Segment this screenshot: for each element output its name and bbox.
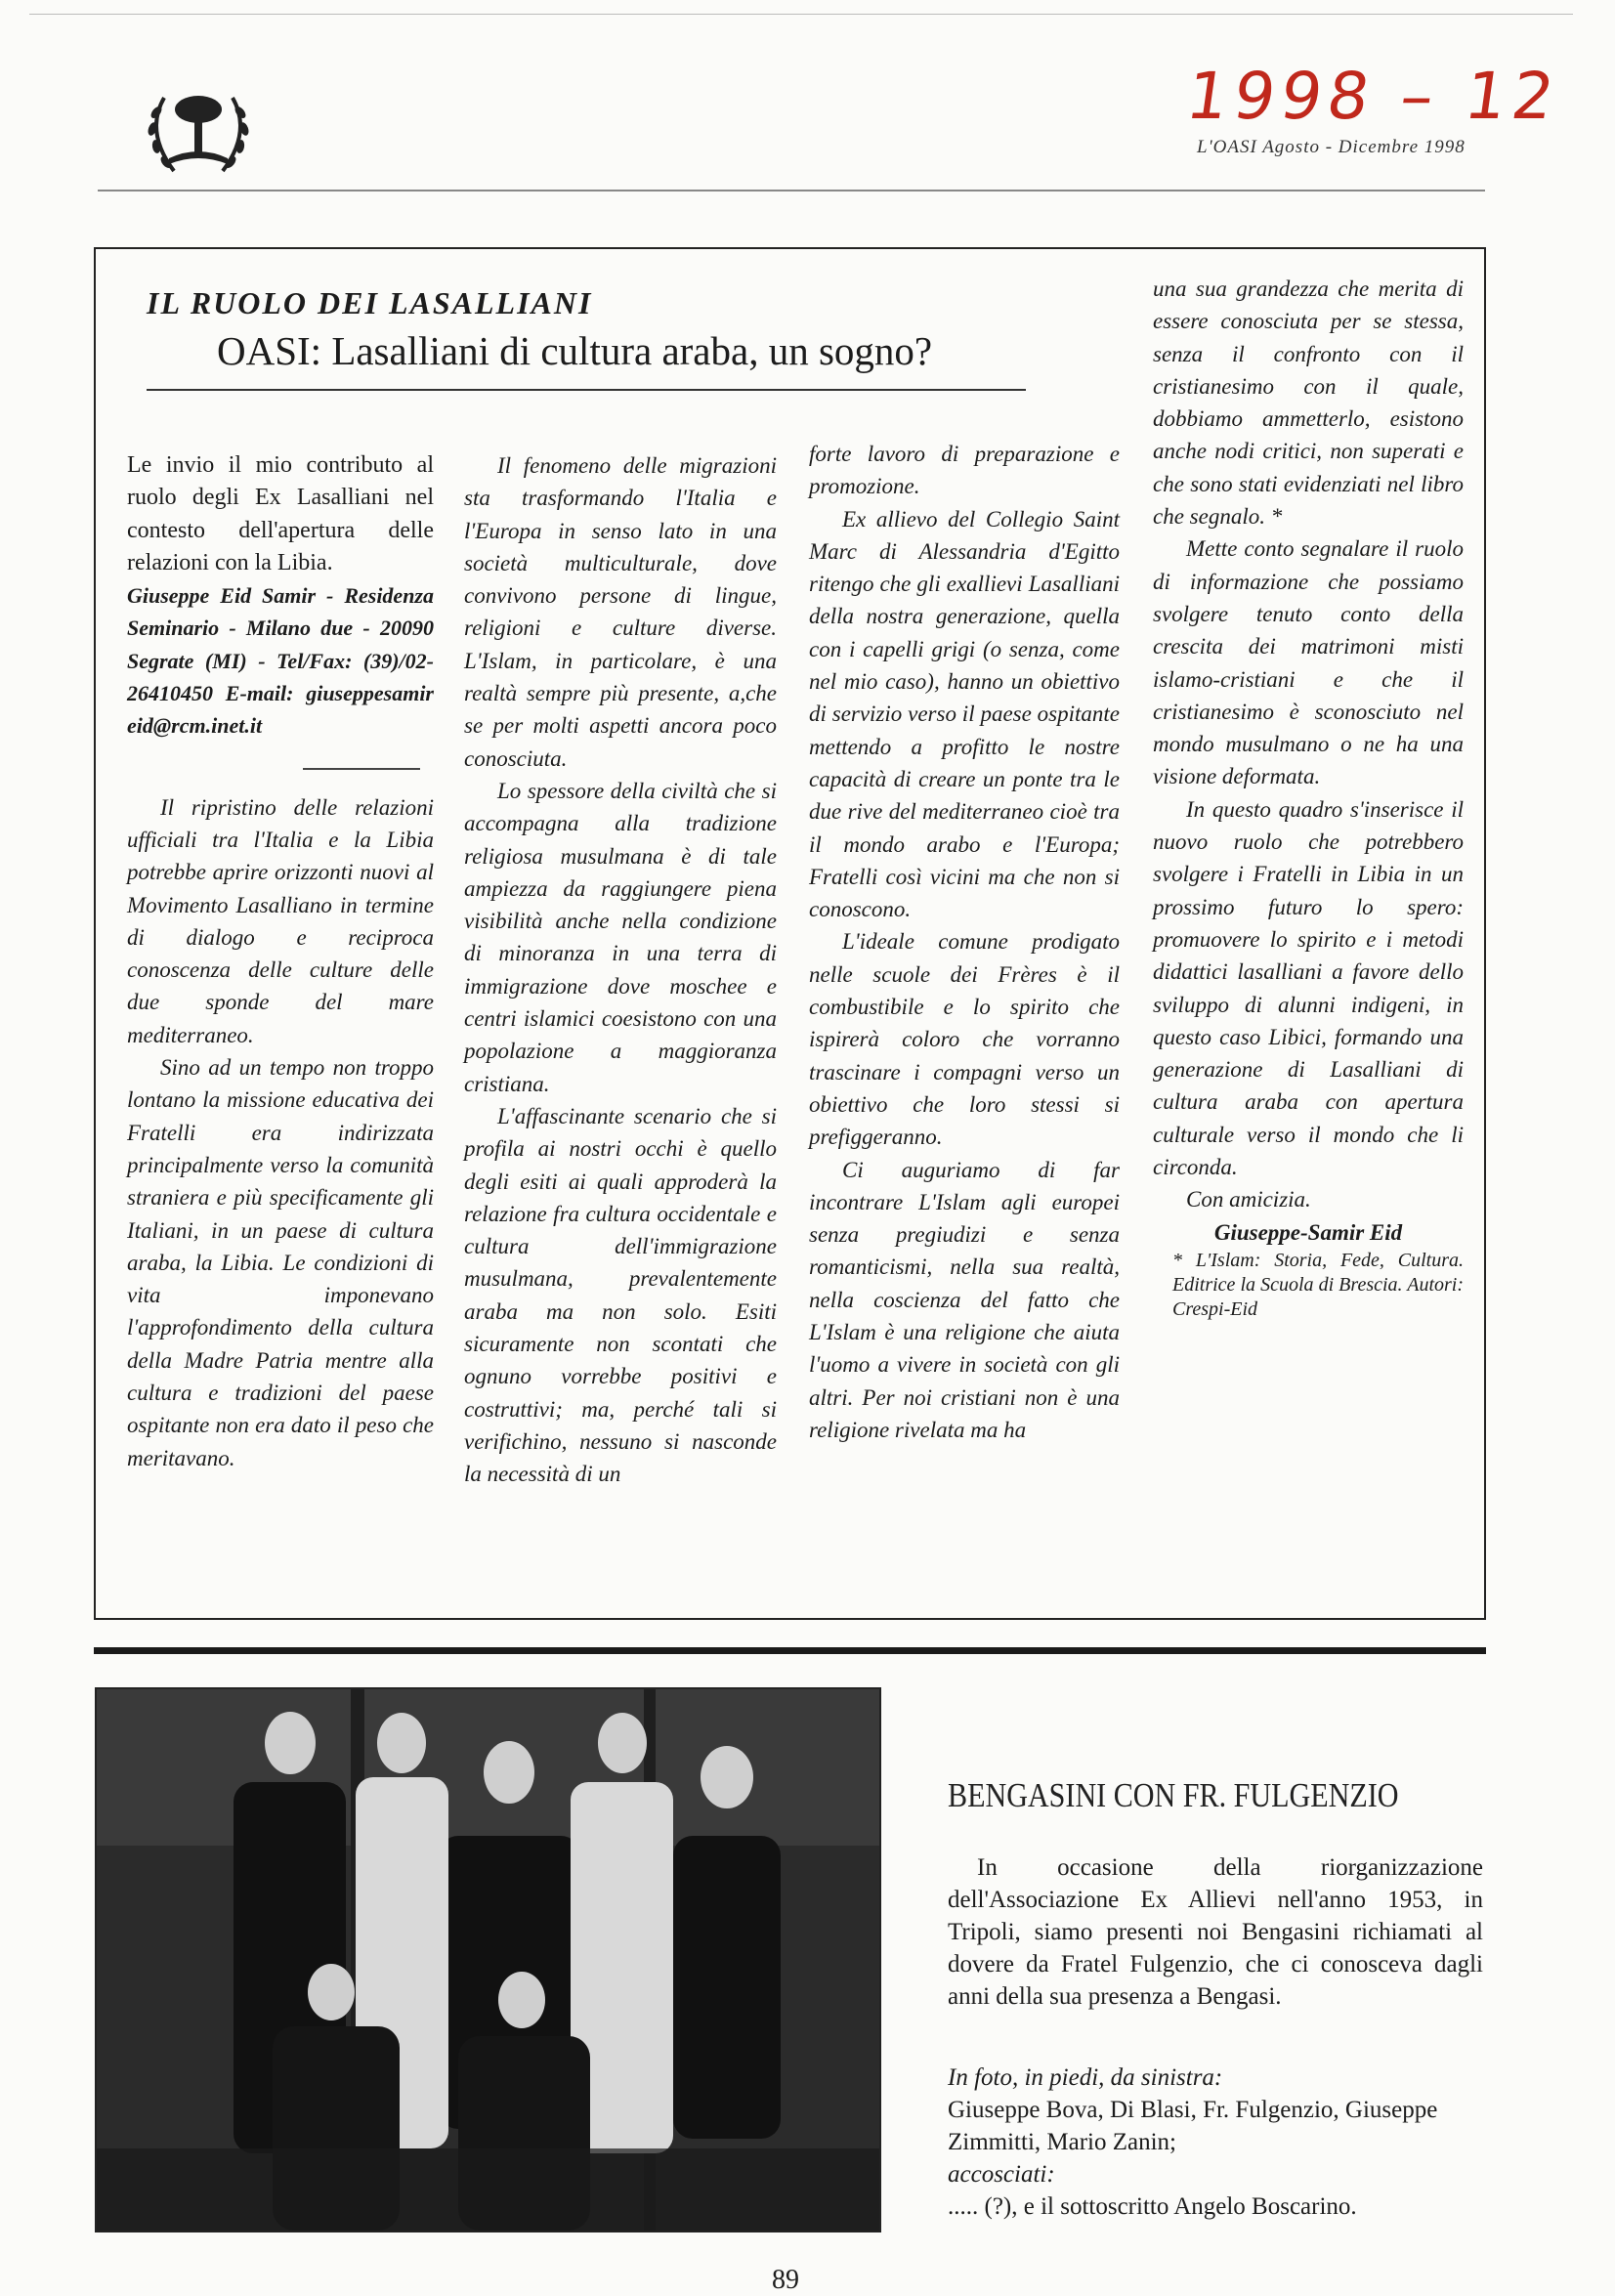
issue-line: L'OASI Agosto - Dicembre 1998 — [1197, 137, 1466, 157]
article-column-2 — [464, 449, 777, 1491]
bengasi-section-title: BENGASINI CON FR. FULGENZIO — [948, 1776, 1399, 1814]
lasallian-wreath-logo-icon — [135, 78, 262, 186]
section-divider — [94, 1647, 1486, 1654]
caption-names-standing: Giuseppe Bova, Di Blasi, Fr. Fulgenzio, Giuseppe Zimmitti, Mario Zanin; — [948, 2097, 1438, 2155]
article-column-1 — [127, 449, 434, 1474]
handwritten-date: 1998 – 12 — [1181, 59, 1565, 134]
paragraph: Mette conto segnalare il ruolo di informazione che possiamo svolgere tenuto conto della crescita dei matrimoni misti islamo-cristiani e che il cristianesimo è sconosciuto nel mondo musulmano o ne ha una visione deformata. — [1153, 536, 1464, 789]
footnote: * L'Islam: Storia, Fede, Cultura. Editrice la Scuola di Brescia. Autori: Crespi-Eid — [1172, 1249, 1464, 1320]
paragraph: Lo spessore della civiltà che si accompagna alla tradizione religiosa musulmana è di tale ampiezza da raggiungere piena visibilità anche nella condizione di minoranza in una terra di immigrazione dove moschee e centri islamici coesistono con una popolazione a maggioranza cristiana. — [464, 778, 777, 1096]
paragraph: In questo quadro s'inserisce il nuovo ruolo che potrebbero svolgere i Fratelli in Libia in un prossimo futuro lo spero: promuovere lo spirito e i metodi didattici lasalliani a favore dello sviluppo di alunni indigeni, in questo caso Libici, formando una generazione di Lasalliani di cultura araba con apertura culturale verso il mondo che li circonda. — [1153, 796, 1464, 1180]
paragraph: L'affascinante scenario che si profila ai nostri occhi è quello degli esiti ai quali approderà la relazione fra cultura occidentale e cultura dell'immigrazione musulmana, prevalentemente araba ma non solo. Esiti sicuramente non scontati che ognuno vorrebbe positivi e costruttivi; ma, perché tali si verifichino, nessuno si nasconde la necessità di un — [464, 1103, 777, 1487]
caption-names-crouching: ..... (?), e il sottoscritto Angelo Boscarino. — [948, 2193, 1357, 2220]
top-rule — [29, 14, 1573, 15]
header-rule — [98, 190, 1485, 191]
paragraph: L'ideale comune prodigato nelle scuole dei Frères è il combustibile e lo spirito che ispirerà coloro che vorranno trascinare i compagni verso un obiettivo che loro stessi si prefiggeranno. — [809, 929, 1120, 1150]
intro-paragraph: Le invio il mio contributo al ruolo degli Ex Lasalliani nel contesto dell'apertura delle relazioni con la Libia. — [127, 452, 434, 575]
bengasi-paragraph: In occasione della riorganizzazione dell'Associazione Ex Allievi nell'anno 1953, in Tripoli, siamo presenti noi Bengasini richiamati al dovere da Fratel Fulgenzio, che ci conosceva dagli anni della sua presenza a Bengasi. — [948, 1854, 1483, 2010]
author-contact: Giuseppe Eid Samir - Residenza Seminario - Milano due - 20090 Segrate (MI) - Tel/Fax: (39)/02-26410450 E-mail: giuseppesamir eid@rcm.inet.it — [127, 583, 434, 739]
caption-label-crouching: accosciati: — [948, 2161, 1055, 2188]
paragraph: Il fenomeno delle migrazioni sta trasformando l'Italia e l'Europa in senso lato in una società multiculturale, dove convivono persone di lingue, religioni e culture diverse. L'Islam, in particolare, è una realtà sempre più presente, a,che se per molti aspetti ancora poco conosciuta. — [464, 453, 777, 771]
paragraph: Ci auguriamo di far incontrare L'Islam agli europei senza pregiudizi e senza romanticismi, nella sua realtà, nella coscienza del fatto che L'Islam è una religione che aiuta l'uomo a vivere in società con gli altri. Per noi cristiani non è una religione rivelata ma ha — [809, 1157, 1120, 1442]
author-signature: Giuseppe-Samir Eid — [1213, 1219, 1403, 1245]
paragraph: forte lavoro di preparazione e promozione. — [809, 442, 1120, 499]
article-headline: OASI: Lasalliani di cultura araba, un sogno? — [217, 328, 933, 373]
article-column-4 — [1153, 273, 1464, 1322]
paragraph: Sino ad un tempo non troppo lontano la missione educativa dei Fratelli era indirizzata principalmente verso la comunità straniera e più specificamente gli Italiani, in un paese di cultura araba, la Libia. Le condizioni di vita imponevano l'approfondimento della cultura della Madre Patria mentre alla cultura e tradizioni del paese ospitante non era dato il peso che meritavano. — [127, 1055, 434, 1470]
closing-line: Con amicizia. — [1186, 1187, 1311, 1212]
headline-rule — [147, 389, 1026, 391]
photo-caption — [948, 2062, 1483, 2223]
paragraph: Il ripristino delle relazioni ufficiali tra l'Italia e la Libia potrebbe aprire orizzonti nuovi al Movimento Lasalliano in termine di dialogo e reciproca conoscenza delle culture delle due sponde del mare mediterraneo. — [127, 794, 434, 1047]
caption-label-standing: In foto, in piedi, da sinistra: — [948, 2064, 1223, 2091]
group-photo — [95, 1687, 881, 2232]
article-column-3 — [809, 438, 1120, 1446]
paragraph: una sua grandezza che merita di essere conosciuta per se stessa, senza il confronto con il cristianesimo con il quale, dobbiamo ammetterlo, esistono anche nodi critici, non superati e che sono stati evidenziati nel libro che segnalo. * — [1153, 276, 1464, 530]
column-separator — [303, 768, 420, 770]
paragraph: Ex allievo del Collegio Saint Marc di Alessandria d'Egitto ritengo che gli exallievi Lasalliani della nostra generazione, quella con i capelli grigi (o senza, come nel mio caso), hanno un obiettivo di servizio verso il paese ospitante mettendo a profitto le nostre capacità di creare un ponte tra le due rive del mediterraneo cioè tra il mondo arabo e l'Europa; Fratelli così vicini ma che non si conoscono. — [809, 506, 1120, 922]
article-kicker: IL RUOLO DEI LASALLIANI — [147, 285, 593, 320]
page-number: 89 — [772, 2265, 799, 2295]
